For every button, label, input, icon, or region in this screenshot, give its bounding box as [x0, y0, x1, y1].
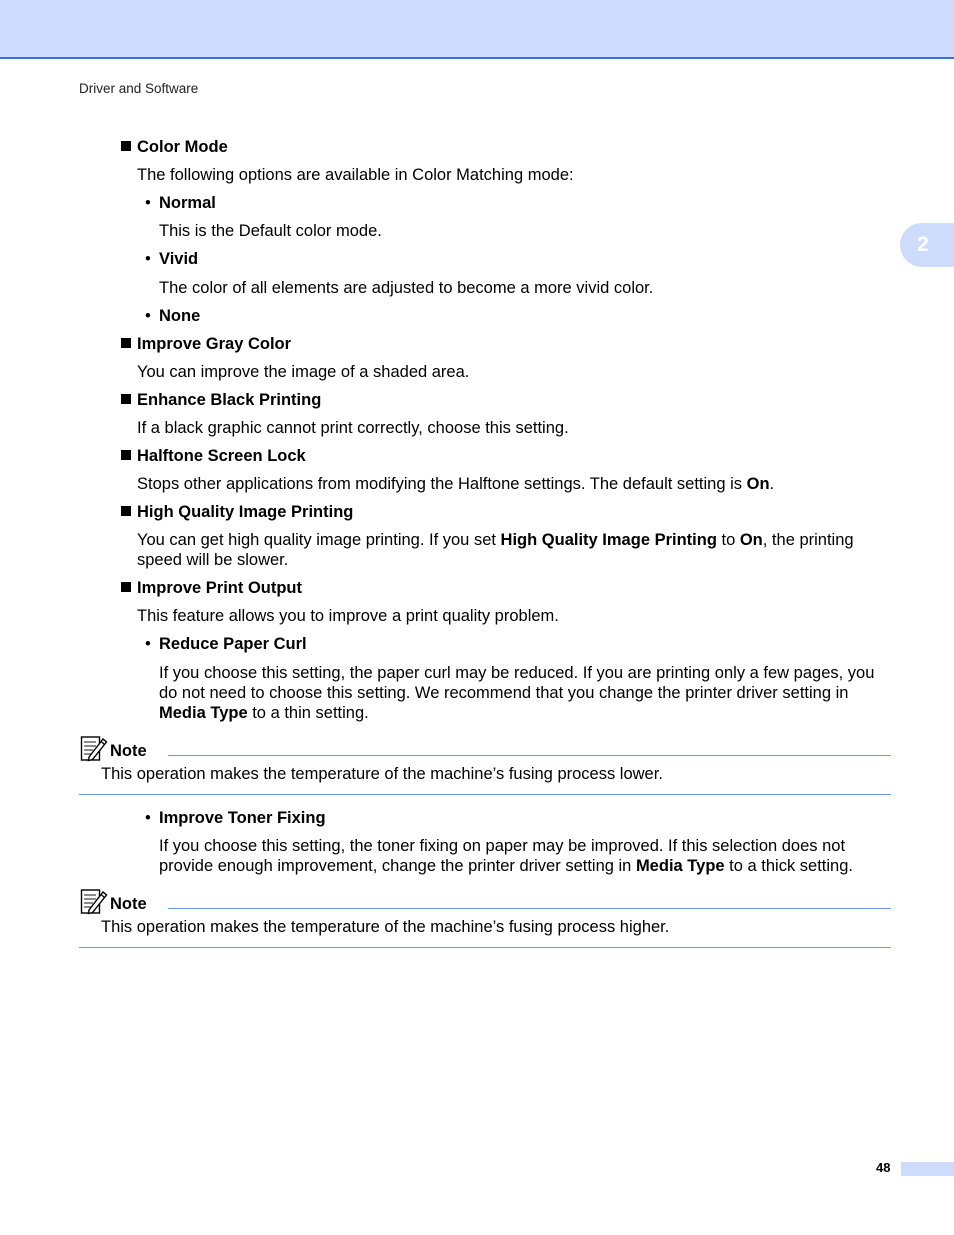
hq-image-desc-line1: You can get high quality image printing. If you set High Quality Image Printing to On, the printing — [137, 531, 854, 549]
footer-band — [901, 1162, 954, 1176]
toner-fixing-desc-line2: provide enough improvement, change the printer driver setting in Media Type to a thick setting. — [159, 857, 853, 875]
section-heading-improve-output: Improve Print Output — [121, 578, 302, 598]
square-bullet-icon — [121, 394, 131, 404]
note-label: Note — [110, 742, 147, 760]
option-normal-label: Normal — [159, 194, 216, 212]
option-reduce-curl-label: Reduce Paper Curl — [159, 635, 307, 653]
bullet-dot-icon: • — [145, 194, 151, 212]
section-heading-hq-image: High Quality Image Printing — [121, 502, 353, 522]
hq-image-desc-line2: speed will be slower. — [137, 551, 289, 569]
option-normal-desc: This is the Default color mode. — [159, 222, 382, 240]
square-bullet-icon — [121, 582, 131, 592]
option-toner-fixing-label: Improve Toner Fixing — [159, 809, 326, 827]
note-text: This operation makes the temperature of the machine’s fusing process higher. — [101, 918, 670, 936]
enhance-black-desc: If a black graphic cannot print correctly, choose this setting. — [137, 419, 569, 437]
note-bottom-rule — [79, 794, 891, 795]
bullet-dot-icon: • — [145, 635, 151, 653]
color-mode-intro: The following options are available in Color Matching mode: — [137, 166, 574, 184]
section-heading-improve-gray: Improve Gray Color — [121, 334, 291, 354]
improve-output-intro: This feature allows you to improve a print quality problem. — [137, 607, 559, 625]
section-heading-color-mode: Color Mode — [121, 137, 228, 157]
reduce-curl-desc-line3: Media Type to a thin setting. — [159, 704, 369, 722]
chapter-tab: 2 — [900, 223, 954, 267]
square-bullet-icon — [121, 506, 131, 516]
toner-fixing-desc-line1: If you choose this setting, the toner fixing on paper may be improved. If this selection does not — [159, 837, 846, 855]
halftone-desc: Stops other applications from modifying the Halftone settings. The default setting is On. — [137, 475, 775, 493]
square-bullet-icon — [121, 141, 131, 151]
bullet-dot-icon: • — [145, 250, 151, 268]
note-pencil-icon — [80, 735, 108, 763]
note-top-rule — [168, 908, 891, 909]
note-bottom-rule — [79, 947, 891, 948]
note-label: Note — [110, 895, 147, 913]
note-top-rule — [168, 755, 891, 756]
section-heading-halftone: Halftone Screen Lock — [121, 446, 306, 466]
note-pencil-icon — [80, 888, 108, 916]
bullet-dot-icon: • — [145, 307, 151, 325]
improve-gray-desc: You can improve the image of a shaded area. — [137, 363, 470, 381]
option-vivid-desc: The color of all elements are adjusted to become a more vivid color. — [159, 279, 654, 297]
bullet-dot-icon: • — [145, 809, 151, 827]
page-number: 48 — [876, 1160, 891, 1175]
running-head: Driver and Software — [79, 81, 199, 96]
square-bullet-icon — [121, 450, 131, 460]
header-band — [0, 0, 954, 59]
reduce-curl-desc-line2: do not need to choose this setting. We recommend that you change the printer driver setting in — [159, 684, 849, 702]
option-none-label: None — [159, 307, 201, 325]
reduce-curl-desc-line1: If you choose this setting, the paper curl may be reduced. If you are printing only a few pages, you — [159, 664, 875, 682]
note-text: This operation makes the temperature of the machine’s fusing process lower. — [101, 765, 663, 783]
square-bullet-icon — [121, 338, 131, 348]
section-heading-enhance-black: Enhance Black Printing — [121, 390, 321, 410]
option-vivid-label: Vivid — [159, 250, 199, 268]
